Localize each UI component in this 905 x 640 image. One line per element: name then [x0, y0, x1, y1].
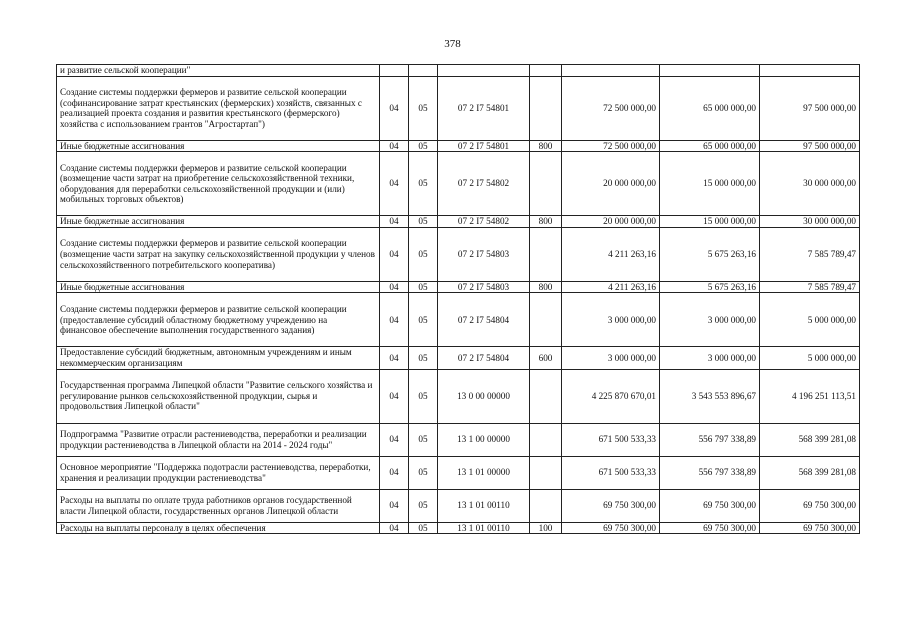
- cell-chapter: 04: [380, 281, 409, 293]
- cell-amount-year-2: 69 750 300,00: [660, 489, 760, 522]
- cell-amount-year-3: 568 399 281,08: [760, 456, 860, 489]
- cell-name: Иные бюджетные ассигнования: [57, 281, 380, 293]
- cell-chapter: 04: [380, 216, 409, 228]
- cell-amount-year-2: 3 543 553 896,67: [660, 369, 760, 423]
- cell-amount-year-3: 30 000 000,00: [760, 152, 860, 216]
- cell-expense-type: [530, 456, 562, 489]
- cell-chapter: 04: [380, 227, 409, 281]
- cell-chapter: 04: [380, 369, 409, 423]
- cell-amount-year-1: 72 500 000,00: [562, 76, 660, 140]
- table-row: [57, 227, 860, 281]
- cell-target-article: 13 1 01 00000: [438, 456, 530, 489]
- cell-name: Иные бюджетные ассигнования: [57, 140, 380, 152]
- cell-subsection: 05: [409, 369, 438, 423]
- cell-expense-type: 800: [530, 281, 562, 293]
- cell-amount-year-1: 4 211 263,16: [562, 227, 660, 281]
- cell-chapter: 04: [380, 347, 409, 369]
- cell-name: Подпрограмма "Развитие отрасли растениеводства, переработки и реализации продукции растениеводства в Липецкой области на 2014 - 2024 годы": [57, 423, 380, 456]
- cell-amount-year-2: 5 675 263,16: [660, 227, 760, 281]
- cell-target-article: 13 1 01 00110: [438, 522, 530, 534]
- table-row: [57, 140, 860, 152]
- cell-amount-year-2: 3 000 000,00: [660, 293, 760, 347]
- cell-expense-type: [530, 227, 562, 281]
- table-row: [57, 456, 860, 489]
- cell-amount-year-1: [562, 65, 660, 77]
- cell-expense-type: [530, 152, 562, 216]
- cell-expense-type: [530, 65, 562, 77]
- cell-subsection: 05: [409, 456, 438, 489]
- cell-target-article: 07 2 I7 54804: [438, 293, 530, 347]
- cell-expense-type: [530, 76, 562, 140]
- cell-amount-year-2: 15 000 000,00: [660, 152, 760, 216]
- table-row: [57, 522, 860, 534]
- cell-amount-year-1: 72 500 000,00: [562, 140, 660, 152]
- cell-expense-type: 800: [530, 140, 562, 152]
- cell-target-article: 07 2 I7 54802: [438, 216, 530, 228]
- cell-target-article: 07 2 I7 54804: [438, 347, 530, 369]
- cell-name: Создание системы поддержки фермеров и развитие сельской кооперации (возмещение части затрат на приобретение сельскохозяйственной техники, оборудования для переработки сельскохозяйственной продукции и (или) мобильных торговых объектов): [57, 152, 380, 216]
- cell-target-article: 13 1 01 00110: [438, 489, 530, 522]
- cell-amount-year-1: 4 211 263,16: [562, 281, 660, 293]
- budget-table: [56, 64, 860, 534]
- cell-expense-type: 100: [530, 522, 562, 534]
- cell-amount-year-2: 556 797 338,89: [660, 423, 760, 456]
- cell-chapter: 04: [380, 140, 409, 152]
- cell-amount-year-2: 5 675 263,16: [660, 281, 760, 293]
- cell-amount-year-1: 671 500 533,33: [562, 423, 660, 456]
- cell-chapter: 04: [380, 456, 409, 489]
- cell-subsection: 05: [409, 347, 438, 369]
- cell-chapter: 04: [380, 423, 409, 456]
- cell-name: Расходы на выплаты по оплате труда работников органов государственной власти Липецкой области, государственных органов Липецкой области: [57, 489, 380, 522]
- cell-amount-year-2: 65 000 000,00: [660, 140, 760, 152]
- cell-target-article: 07 2 I7 54803: [438, 281, 530, 293]
- cell-subsection: 05: [409, 281, 438, 293]
- cell-name: и развитие сельской кооперации": [57, 65, 380, 77]
- cell-subsection: 05: [409, 152, 438, 216]
- cell-amount-year-2: 3 000 000,00: [660, 347, 760, 369]
- cell-target-article: 13 1 00 00000: [438, 423, 530, 456]
- cell-amount-year-3: [760, 65, 860, 77]
- cell-name: Создание системы поддержки фермеров и развитие сельской кооперации (предоставление субсидий областному бюджетному учреждению на финансовое обеспечение выполнения государственного задания): [57, 293, 380, 347]
- page-number: 378: [444, 38, 461, 50]
- cell-name: Расходы на выплаты персоналу в целях обеспечения: [57, 522, 380, 534]
- cell-target-article: 07 2 I7 54801: [438, 140, 530, 152]
- cell-amount-year-3: 7 585 789,47: [760, 281, 860, 293]
- cell-amount-year-3: 5 000 000,00: [760, 293, 860, 347]
- cell-target-article: 07 2 I7 54802: [438, 152, 530, 216]
- cell-target-article: 13 0 00 00000: [438, 369, 530, 423]
- table-row: [57, 347, 860, 369]
- table-row: [57, 369, 860, 423]
- cell-amount-year-3: 69 750 300,00: [760, 522, 860, 534]
- cell-chapter: 04: [380, 522, 409, 534]
- cell-amount-year-3: 69 750 300,00: [760, 489, 860, 522]
- cell-expense-type: [530, 293, 562, 347]
- cell-amount-year-3: 30 000 000,00: [760, 216, 860, 228]
- cell-chapter: 04: [380, 489, 409, 522]
- cell-amount-year-1: 69 750 300,00: [562, 522, 660, 534]
- cell-expense-type: [530, 369, 562, 423]
- cell-amount-year-2: [660, 65, 760, 77]
- cell-amount-year-2: 65 000 000,00: [660, 76, 760, 140]
- cell-expense-type: [530, 489, 562, 522]
- table-row: [57, 76, 860, 140]
- table-row: [57, 152, 860, 216]
- cell-name: Иные бюджетные ассигнования: [57, 216, 380, 228]
- cell-amount-year-3: 5 000 000,00: [760, 347, 860, 369]
- cell-expense-type: 600: [530, 347, 562, 369]
- cell-amount-year-3: 568 399 281,08: [760, 423, 860, 456]
- cell-amount-year-2: 15 000 000,00: [660, 216, 760, 228]
- cell-subsection: 05: [409, 140, 438, 152]
- cell-name: Основное мероприятие "Поддержка подотрасли растениеводства, переработки, хранения и реализации продукции растениеводства": [57, 456, 380, 489]
- cell-amount-year-1: 671 500 533,33: [562, 456, 660, 489]
- cell-amount-year-3: 7 585 789,47: [760, 227, 860, 281]
- cell-amount-year-3: 4 196 251 113,51: [760, 369, 860, 423]
- cell-subsection: 05: [409, 293, 438, 347]
- cell-amount-year-3: 97 500 000,00: [760, 140, 860, 152]
- cell-subsection: [409, 65, 438, 77]
- cell-target-article: [438, 65, 530, 77]
- cell-subsection: 05: [409, 227, 438, 281]
- cell-amount-year-1: 20 000 000,00: [562, 216, 660, 228]
- table-row: [57, 489, 860, 522]
- cell-target-article: 07 2 I7 54801: [438, 76, 530, 140]
- cell-name: Создание системы поддержки фермеров и развитие сельской кооперации (софинансирование затрат крестьянских (фермерских) хозяйств, связанных с реализацией проекта создания и развития крестьянского (фермерского) хозяйства с использованием грантов "Агростартап"): [57, 76, 380, 140]
- cell-expense-type: 800: [530, 216, 562, 228]
- cell-name: Создание системы поддержки фермеров и развитие сельской кооперации (возмещение части затрат на закупку сельскохозяйственной продукции у членов сельскохозяйственного потребительского кооператива): [57, 227, 380, 281]
- cell-amount-year-2: 69 750 300,00: [660, 522, 760, 534]
- cell-amount-year-2: 556 797 338,89: [660, 456, 760, 489]
- cell-chapter: 04: [380, 152, 409, 216]
- cell-expense-type: [530, 423, 562, 456]
- cell-chapter: 04: [380, 293, 409, 347]
- cell-name: Государственная программа Липецкой области "Развитие сельского хозяйства и регулирование рынков сельскохозяйственной продукции, сырья и продовольствия Липецкой области": [57, 369, 380, 423]
- table-body: [57, 65, 860, 534]
- table-row: [57, 423, 860, 456]
- cell-amount-year-1: 3 000 000,00: [562, 347, 660, 369]
- cell-subsection: 05: [409, 423, 438, 456]
- cell-amount-year-1: 20 000 000,00: [562, 152, 660, 216]
- cell-name: Предоставление субсидий бюджетным, автономным учреждениям и иным некоммерческим организациям: [57, 347, 380, 369]
- cell-subsection: 05: [409, 522, 438, 534]
- cell-chapter: [380, 65, 409, 77]
- cell-target-article: 07 2 I7 54803: [438, 227, 530, 281]
- cell-amount-year-3: 97 500 000,00: [760, 76, 860, 140]
- cell-chapter: 04: [380, 76, 409, 140]
- cell-subsection: 05: [409, 489, 438, 522]
- table-row: [57, 281, 860, 293]
- table-row: [57, 216, 860, 228]
- cell-subsection: 05: [409, 216, 438, 228]
- table-row: [57, 293, 860, 347]
- cell-subsection: 05: [409, 76, 438, 140]
- cell-amount-year-1: 4 225 870 670,01: [562, 369, 660, 423]
- table-row: [57, 65, 860, 77]
- cell-amount-year-1: 3 000 000,00: [562, 293, 660, 347]
- cell-amount-year-1: 69 750 300,00: [562, 489, 660, 522]
